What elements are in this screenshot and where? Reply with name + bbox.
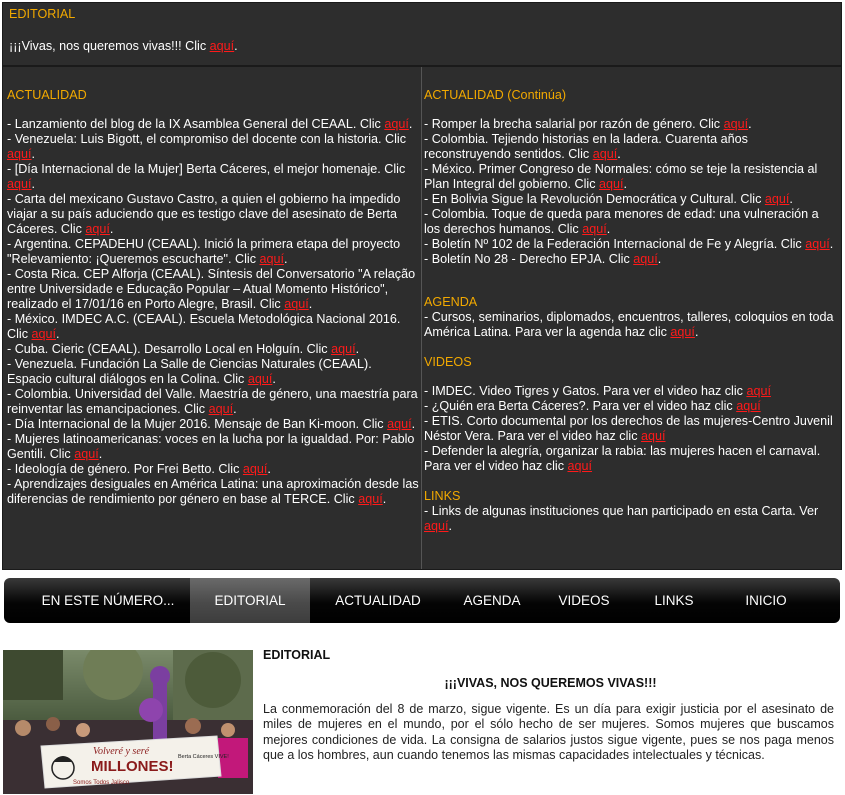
list-item-text: - Defender la alegría, organizar la rabia: las mujeres hacen el carnaval. Para ver el video haz clic (424, 444, 821, 473)
agenda-heading: AGENDA (424, 295, 478, 309)
aqui-link[interactable]: aquí (387, 417, 412, 431)
list-item (424, 132, 838, 162)
list-item (424, 399, 838, 414)
videos-heading: VIDEOS (424, 355, 472, 369)
list-item (424, 117, 838, 132)
list-item-after: . (284, 252, 288, 266)
list-item (7, 132, 419, 162)
list-item-text: - Costa Rica. CEP Alforja (CEAAL). Síntesis del Conversatorio "A relação entre Universidade e Educação Popular – Atual Momento Histórico", realizado el 17/01/16 en Porto Alegre, Brasil. Clic (7, 267, 416, 311)
agenda-list (424, 310, 838, 340)
aqui-link[interactable]: aquí (242, 462, 268, 476)
list-item-after: . (448, 519, 453, 533)
list-item-after: . (98, 447, 103, 461)
list-item (424, 384, 838, 399)
nav-en-este-numero[interactable] (28, 578, 188, 623)
editorial-photo (3, 650, 253, 794)
aqui-link[interactable]: aquí (7, 177, 32, 191)
editorial-title: ¡¡¡VIVAS, NOS QUEREMOS VIVAS!!! (444, 676, 657, 690)
aqui-link[interactable]: aquí (74, 447, 99, 461)
nav-agenda[interactable] (448, 578, 536, 623)
list-item-after: . (31, 177, 36, 191)
actualidad-heading: ACTUALIDAD (7, 88, 87, 102)
list-item-after: . (694, 325, 699, 339)
nav-label: LINKS (654, 593, 694, 608)
list-item-after: . (355, 342, 360, 356)
list-item-text: - ¿Quién era Berta Cáceres?. Para ver el video haz clic (424, 399, 737, 413)
list-item (7, 267, 419, 312)
list-item-after: . (272, 372, 276, 386)
list-item-after: . (408, 117, 413, 131)
nav-label: AGENDA (463, 593, 521, 608)
list-item (7, 417, 419, 432)
list-item (7, 312, 419, 342)
list-item (424, 310, 838, 340)
list-item (424, 504, 838, 534)
list-item (7, 117, 419, 132)
nav-label: ACTUALIDAD (335, 593, 421, 608)
aqui-link[interactable]: aquí (641, 429, 666, 443)
editorial-summary-line (9, 39, 238, 54)
aqui-link[interactable]: aquí (247, 372, 273, 386)
editorial-section-heading: EDITORIAL (263, 648, 331, 662)
list-item (7, 357, 419, 387)
list-item-after: . (748, 117, 752, 131)
list-item (424, 252, 838, 267)
list-item-after: . (31, 147, 36, 161)
nav-videos[interactable] (542, 578, 626, 623)
aqui-link[interactable]: aquí (723, 117, 749, 131)
list-item-after: . (233, 402, 237, 416)
list-item (7, 162, 419, 192)
list-item-after: . (623, 177, 628, 191)
list-item (7, 192, 419, 237)
aqui-link[interactable]: aquí (7, 147, 32, 161)
list-item-after: . (382, 492, 387, 506)
list-item (7, 432, 419, 462)
news-columns (2, 66, 842, 570)
list-item-after: . (606, 222, 611, 236)
links-heading: LINKS (424, 489, 461, 503)
list-item-after: . (109, 222, 114, 236)
list-item-text: - Colombia. Universidad del Valle. Maestría de género, una maestría para reinventar las emancipaciones. Clic (7, 387, 418, 416)
nav-links[interactable] (634, 578, 714, 623)
list-item (424, 237, 838, 252)
column-divider (421, 67, 422, 569)
aqui-link[interactable]: aquí (284, 297, 309, 311)
videos-list (424, 384, 838, 474)
list-item-text: - Aprendizajes desiguales en América Latina: una aproximación desde las diferencias de rendimiento por género en base al TERCE. Clic (7, 477, 419, 506)
aqui-link[interactable]: aquí (424, 519, 449, 533)
actualidad-continua-heading: ACTUALIDAD (Continúa) (424, 88, 567, 102)
aqui-link[interactable]: aquí (331, 342, 356, 356)
aqui-link[interactable]: aquí (85, 222, 110, 236)
march-photo-illustration (3, 650, 253, 794)
list-item (424, 207, 838, 237)
list-item (7, 387, 419, 417)
list-item (424, 162, 838, 192)
nav-label: INICIO (745, 593, 787, 608)
aqui-link[interactable]: aquí (633, 252, 658, 266)
list-item-text: - Colombia. Tejiendo historias en la ladera. Cuarenta años reconstruyendo sentidos. Clic (424, 132, 748, 161)
aqui-link[interactable]: aquí (208, 402, 234, 416)
actualidad-continua-list (424, 117, 838, 267)
list-item-after: . (411, 417, 416, 431)
list-item-text: - Carta del mexicano Gustavo Castro, a quien el gobierno ha impedido viajar a su país aduciendo que es testigo clave del asesinato de Berta Cáceres. Clic (7, 192, 401, 236)
list-item-text: - Mujeres latinoamericanas: voces en la lucha por la igualdad. Por: Pablo Gentili. Clic (7, 432, 415, 461)
list-item-text: - Cursos, seminarios, diplomados, encuentros, talleres, coloquios en toda América Latina. Para ver la agenda haz clic (424, 310, 834, 339)
editorial-body: La conmemoración del 8 de marzo, sigue vigente. Es un día para exigir justicia por el asesinato de miles de mujeres en el mundo, por el sólo hecho de ser mujeres. Somos mujeres que buscamos mejores condiciones de vida. La consigna de salarios justos sigue vigente, pues se nos paga menos que a los hombres, aun cuando tenemos las mismas capacidades intelectuales y técnicas. (263, 702, 834, 763)
editorial-summary-after: . (234, 39, 238, 53)
list-item (7, 237, 419, 267)
editorial-heading: EDITORIAL (9, 7, 76, 21)
editorial-summary-box (2, 2, 842, 66)
aqui-link[interactable]: aquí (567, 459, 593, 473)
list-item-text: - Romper la brecha salarial por razón de género. Clic (424, 117, 724, 131)
list-item-after: . (829, 237, 834, 251)
list-item-text: - Venezuela. Fundación La Salle de Ciencias Naturales (CEAAL). Espacio cultural diálogos en la Colina. Clic (7, 357, 372, 386)
list-item-text: - Links de algunas instituciones que han participado en esta Carta. Ver (424, 504, 819, 518)
list-item-text: - [Día Internacional de la Mujer] Berta Cáceres, el mejor homenaje. Clic (7, 162, 406, 176)
list-item-after: . (267, 462, 271, 476)
aqui-link[interactable]: aquí (31, 327, 57, 341)
aqui-link[interactable]: aquí (805, 237, 830, 251)
nav-label: VIDEOS (558, 593, 610, 608)
nav-label: EN ESTE NÚMERO... (41, 593, 175, 608)
list-item-text: - México. IMDEC A.C. (CEAAL). Escuela Metodológica Nacional 2016. Clic (7, 312, 401, 341)
list-item-after: . (617, 147, 621, 161)
aqui-link[interactable]: aquí (358, 492, 383, 506)
list-item-text: - Día Internacional de la Mujer 2016. Mensaje de Ban Ki-moon. Clic (7, 417, 388, 431)
list-item-text: - Argentina. CEPADEHU (CEAAL). Inició la primera etapa del proyecto "Relevamiento: ¡Queremos escucharte". Clic (7, 237, 401, 266)
list-item-after: . (56, 327, 60, 341)
aqui-link[interactable]: aquí (582, 222, 607, 236)
main-nav (4, 578, 840, 623)
aqui-link[interactable]: aquí (384, 117, 409, 131)
list-item (424, 192, 838, 207)
aqui-link[interactable]: aquí (599, 177, 624, 191)
list-item (424, 414, 838, 444)
nav-actualidad[interactable] (316, 578, 440, 623)
list-item-text: - Cuba. Cieric (CEAAL). Desarrollo Local en Holguín. Clic (7, 342, 332, 356)
aqui-link[interactable]: aquí (746, 384, 771, 398)
list-item-text: - Boletín No 28 - Derecho EPJA. Clic (424, 252, 634, 266)
list-item-text: - En Bolivia Sigue la Revolución Democrática y Cultural. Clic (424, 192, 765, 206)
list-item (7, 477, 419, 507)
aqui-link[interactable]: aquí (592, 147, 618, 161)
editorial-summary-text: ¡¡¡Vivas, nos queremos vivas!!! Clic (9, 39, 210, 53)
list-item-text: - Venezuela: Luis Bigott, el compromiso del docente con la historia. Clic (7, 132, 407, 146)
banner-footer: Somos Todos Jalisco (73, 780, 130, 786)
banner-line2: MILLONES! (91, 758, 174, 775)
list-item-text: - Lanzamiento del blog de la IX Asamblea General del CEAAL. Clic (7, 117, 385, 131)
list-item (7, 462, 419, 477)
aqui-link[interactable]: aquí (764, 192, 790, 206)
nav-inicio[interactable] (726, 578, 806, 623)
list-item-text: - México. Primer Congreso de Normales: cómo se teje la resistencia al Plan Integral del gobierno. Clic (424, 162, 818, 191)
editorial-link[interactable]: aquí (209, 39, 235, 53)
list-item-text: - ETIS. Corto documental por los derechos de las mujeres-Centro Juvenil Néstor Vera. Para ver el video haz clic (424, 414, 833, 443)
list-item-text: - IMDEC. Video Tigres y Gatos. Para ver el video haz clic (424, 384, 747, 398)
banner-side: Berta Cáceres VIVE! (178, 754, 229, 760)
aqui-link[interactable]: aquí (670, 325, 695, 339)
links-list (424, 504, 838, 534)
aqui-link[interactable]: aquí (736, 399, 761, 413)
list-item (7, 342, 419, 357)
list-item-after: . (657, 252, 662, 266)
nav-editorial[interactable] (190, 578, 310, 623)
list-item-text: - Ideología de género. Por Frei Betto. Clic (7, 462, 243, 476)
nav-label: EDITORIAL (214, 593, 286, 608)
banner-line1: Volveré y seré (93, 746, 150, 757)
list-item (424, 444, 838, 474)
actualidad-list (7, 117, 419, 507)
list-item-text: - Colombia. Toque de queda para menores de edad: una vulneración a los derechos humanos. Clic (424, 207, 819, 236)
list-item-after: . (308, 297, 313, 311)
aqui-link[interactable]: aquí (259, 252, 285, 266)
list-item-text: - Boletín Nº 102 de la Federación Internacional de Fe y Alegría. Clic (424, 237, 806, 251)
list-item-after: . (789, 192, 793, 206)
